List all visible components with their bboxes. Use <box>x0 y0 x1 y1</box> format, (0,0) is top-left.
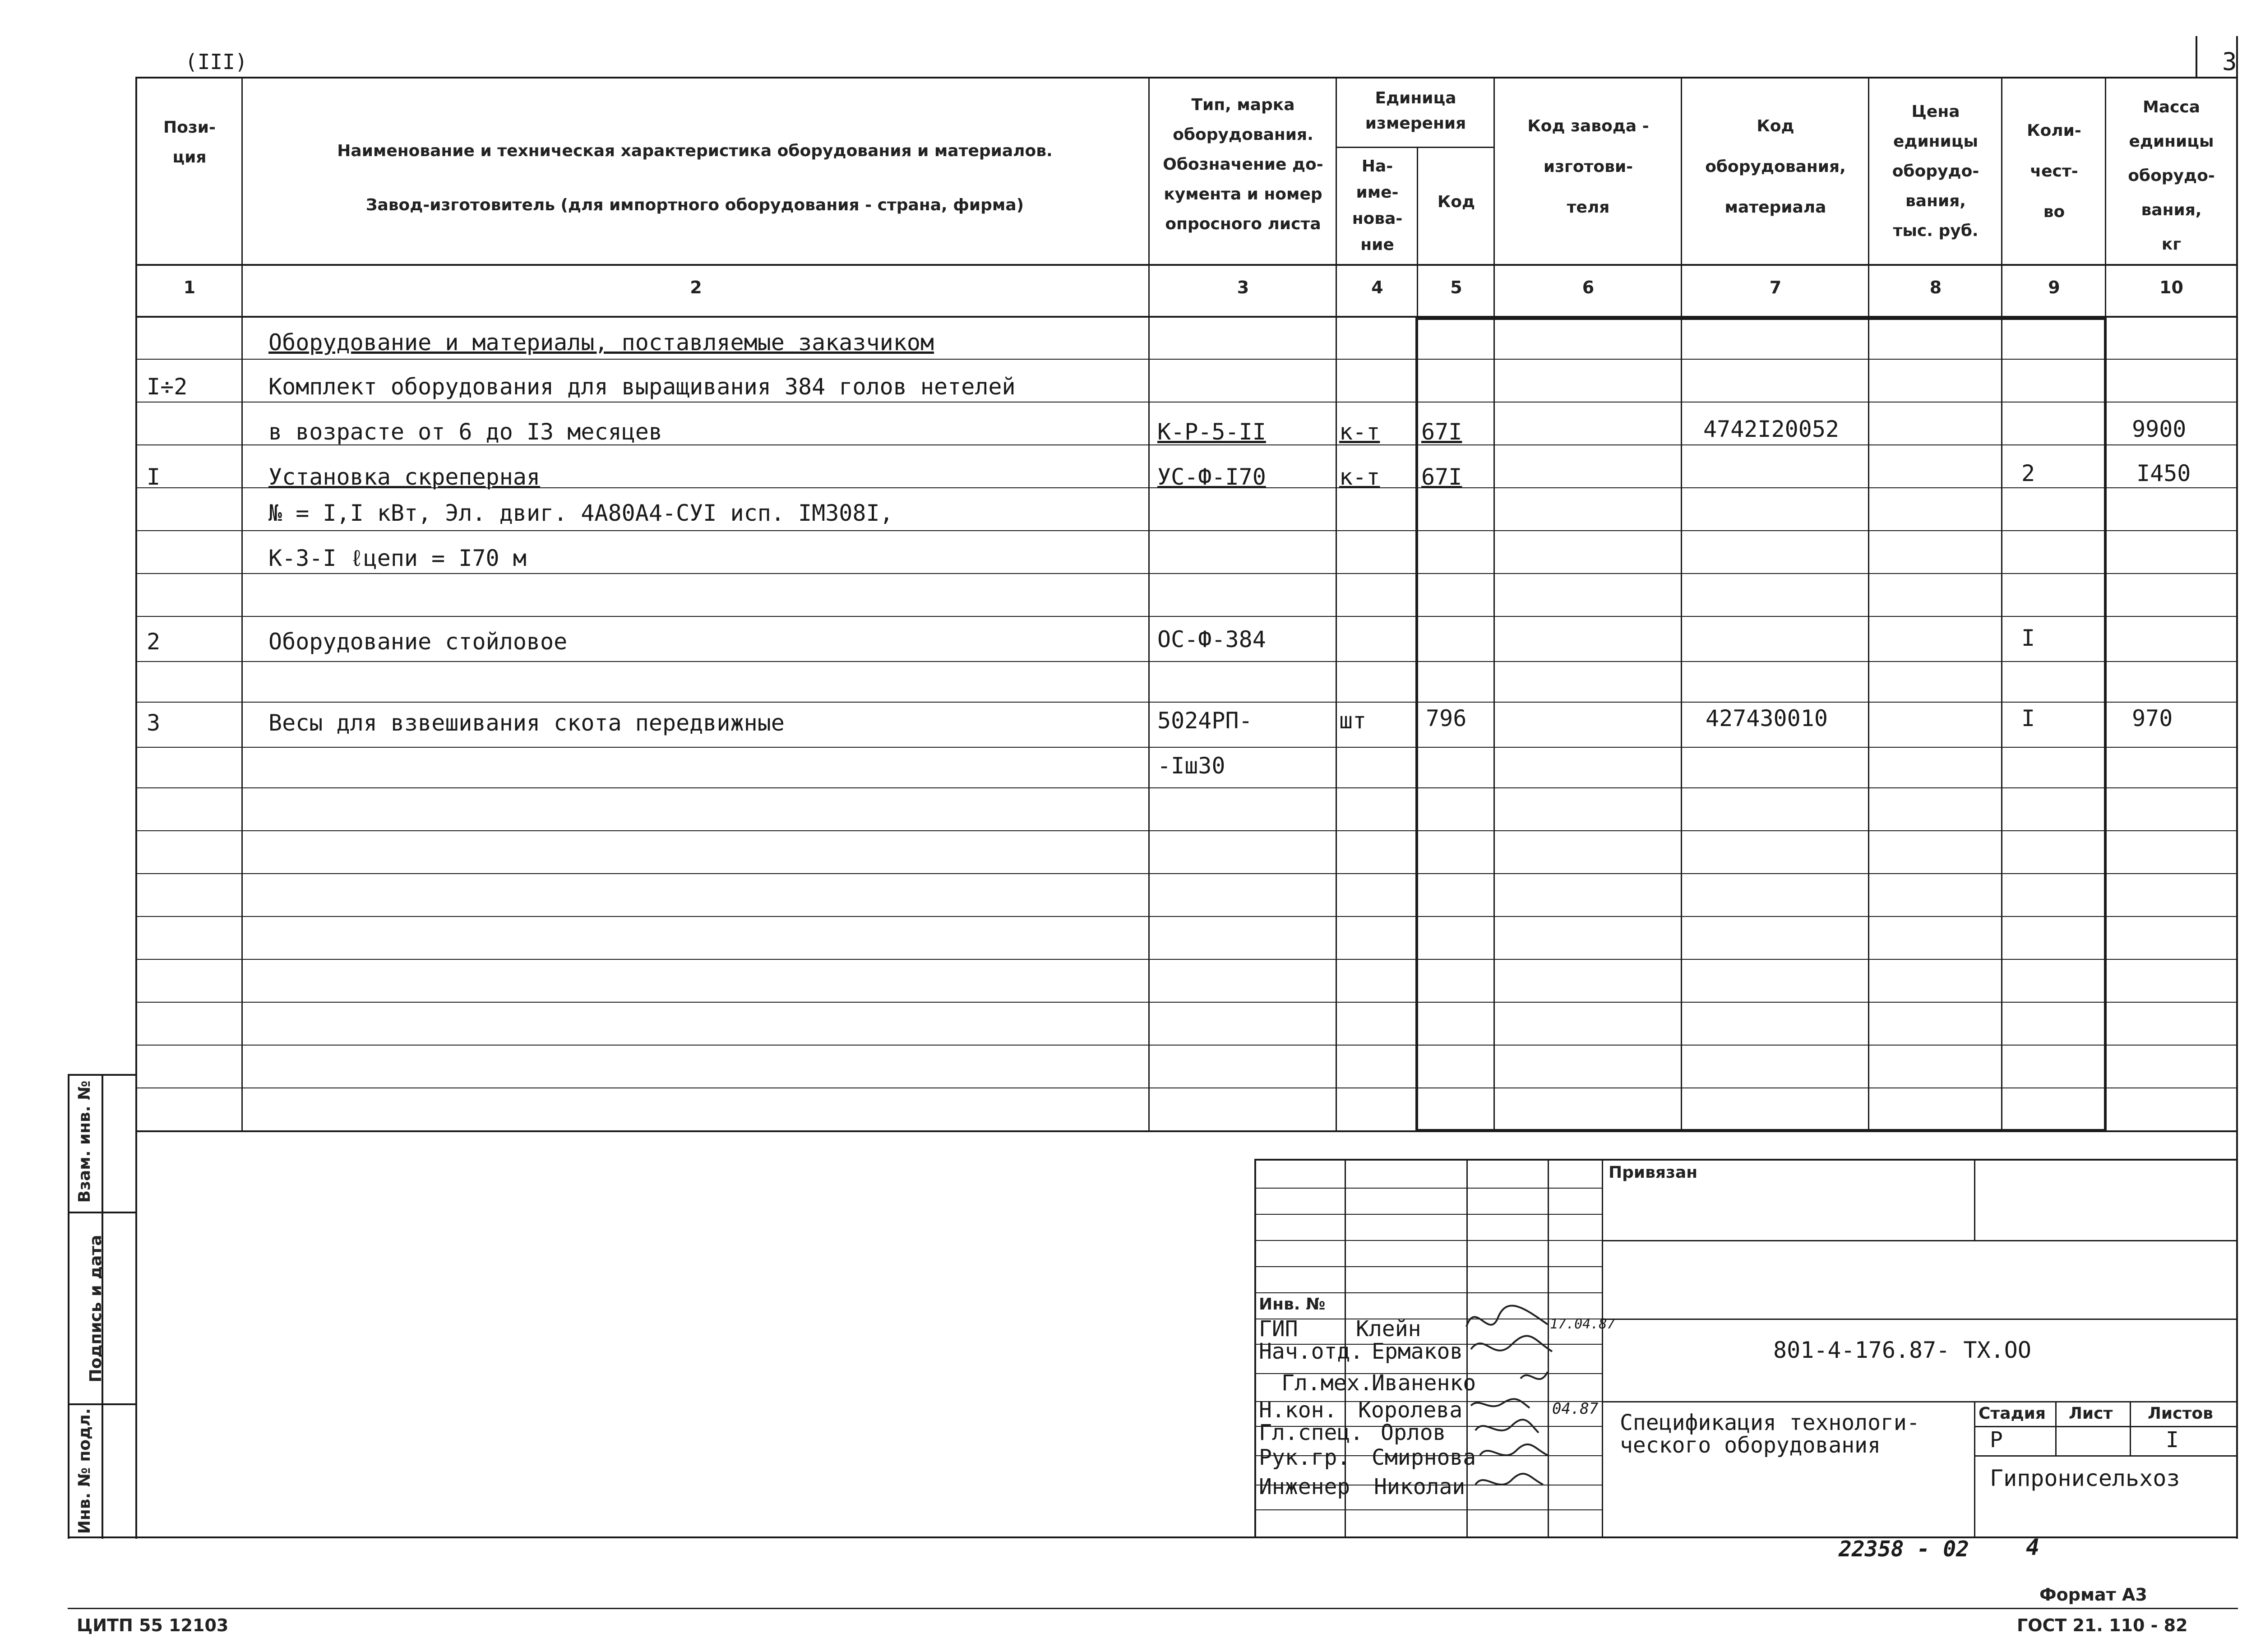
privyazan-label: Привязан <box>1609 1163 1698 1182</box>
colnum-8: 8 <box>1929 278 1942 297</box>
header-unit-name: На- име- нова- ние <box>1352 157 1403 254</box>
colnum-1: 1 <box>183 278 196 297</box>
row-10-type: -Iш30 <box>1157 753 1225 779</box>
row-line <box>135 402 2238 403</box>
tb-stage-h2 <box>1974 1455 2238 1457</box>
standard-label: ГОСТ 21. 110 - 82 <box>2017 1615 2188 1635</box>
row-3-code: 67I <box>1421 464 1462 490</box>
signature-klein <box>1466 1306 1548 1327</box>
title-block-row-line <box>1254 1292 1602 1293</box>
colnum-3: 3 <box>1237 278 1249 297</box>
row-7-type: ОС-Ф-384 <box>1157 626 1266 652</box>
row-line <box>135 1002 2238 1003</box>
frame-left <box>135 77 137 1539</box>
col-line-1 <box>241 77 243 1132</box>
row-3-mass: I450 <box>2136 460 2191 486</box>
tb-right-h3 <box>1602 1401 2238 1402</box>
person-0-name: Клейн <box>1356 1316 1421 1342</box>
person-6-name: Николаи <box>1374 1474 1465 1499</box>
header-type: Тип, марка оборудования. Обозначение до- кумента и номер опросного листа <box>1163 96 1323 233</box>
header-unit-group: Единица измерения <box>1365 89 1466 133</box>
row-9-mass: 970 <box>2132 705 2173 731</box>
title-block-row-line <box>1254 1214 1602 1215</box>
stage-label: Стадия <box>1979 1404 2046 1423</box>
row-line <box>135 1087 2238 1088</box>
person-2-name: Иваненко <box>1372 1370 1476 1396</box>
row-2-code: 67I <box>1421 419 1462 445</box>
handwritten-page: 4 <box>2026 1534 2040 1560</box>
header-qty: Коли- чест- во <box>2027 121 2081 221</box>
colnum-6: 6 <box>1582 278 1595 297</box>
tb-v4 <box>1602 1159 1603 1538</box>
col-line-8 <box>2001 77 2002 1132</box>
person-3-date: 04.87 <box>1552 1400 1599 1418</box>
row-3-qty: 2 <box>2021 460 2035 486</box>
side-label-replacement: Взам. инв. № <box>75 1080 94 1203</box>
sheets-value: I <box>2166 1427 2179 1453</box>
doc-title-line-1: Спецификация технологи- <box>1620 1410 1920 1435</box>
corner-mark: (III) <box>185 50 248 74</box>
person-1-role: Нач.отд. <box>1259 1339 1364 1364</box>
title-block-row-line <box>1254 1188 1602 1189</box>
row-line <box>135 702 2238 703</box>
row-4-name: № = I,I кВт, Эл. двиг. 4А80А4-СУI исп. IМ308I, <box>268 500 893 526</box>
tb-left <box>1254 1159 1256 1538</box>
format-label: Формат А3 <box>2039 1585 2147 1605</box>
colnum-4: 4 <box>1371 278 1383 297</box>
col-line-2 <box>1148 77 1150 1132</box>
tb-right-h1 <box>1602 1240 2238 1241</box>
page-number: 3 <box>2222 47 2237 76</box>
row-5-name: К-3-I ℓцепи = I70 м <box>268 545 527 571</box>
row-7-name: Оборудование стойловое <box>268 629 568 655</box>
col-line-3 <box>1336 77 1337 1132</box>
row-line <box>135 359 2238 360</box>
header-unit-code: Код <box>1437 193 1475 211</box>
bottom-rule <box>68 1608 2238 1609</box>
row-line <box>135 787 2238 788</box>
row-line <box>135 830 2238 831</box>
signatures-graphic <box>1457 1300 1566 1512</box>
row-line <box>135 1045 2238 1046</box>
colnum-7: 7 <box>1769 278 1782 297</box>
person-4-name: Орлов <box>1381 1420 1446 1445</box>
handwritten-number: 22358 - 02 <box>1839 1536 1969 1562</box>
person-3-role: Н.кон. <box>1259 1397 1337 1423</box>
side-strip-left <box>68 1074 69 1539</box>
inv-no-label: Инв. № <box>1259 1295 1326 1314</box>
tb-top <box>1254 1159 2238 1161</box>
row-line <box>135 916 2238 917</box>
row-3-type: УС-Ф-I70 <box>1157 464 1266 490</box>
row-3-pos: I <box>147 464 161 490</box>
person-4-role: Гл.спец. <box>1259 1420 1364 1445</box>
person-3-name: Королева <box>1358 1397 1463 1423</box>
row-line <box>135 530 2238 531</box>
side-label-signature: Подпись и дата <box>87 1235 105 1383</box>
tb-stage-v2 <box>2130 1401 2131 1455</box>
doc-code: 801-4-176.87- ТХ.ОО <box>1773 1337 2031 1363</box>
section-heading: Оборудование и материалы, поставляемые заказчиком <box>268 329 934 356</box>
side-strip-div-1 <box>68 1212 137 1213</box>
row-line <box>135 573 2238 574</box>
person-5-role: Рук.гр. <box>1259 1445 1350 1470</box>
row-2-equip: 4742I20052 <box>1703 416 1840 442</box>
row-line <box>135 661 2238 662</box>
row-9-equip: 427430010 <box>1706 705 1828 731</box>
col-line-5 <box>1493 77 1495 1132</box>
row-3-unit: к-т <box>1339 464 1380 490</box>
colnum-10: 10 <box>2159 278 2183 297</box>
row-7-pos: 2 <box>147 629 161 655</box>
side-label-inventory: Инв. № подл. <box>75 1408 94 1534</box>
doc-title-line-2: ческого оборудования <box>1620 1433 1881 1458</box>
person-0-role: ГИП <box>1259 1316 1298 1342</box>
person-0-date: 17.04.87 <box>1550 1316 1615 1332</box>
page-number-box-left <box>2196 36 2197 78</box>
bold-box-left <box>1415 317 1418 1132</box>
title-block-row-line <box>1254 1240 1602 1241</box>
row-1-pos: I÷2 <box>147 374 188 400</box>
colnum-2: 2 <box>690 278 702 297</box>
signature-orlov <box>1475 1420 1539 1433</box>
row-2-mass: 9900 <box>2132 416 2187 442</box>
header-bottom-line <box>135 264 2238 266</box>
row-2-type: К-Р-5-II <box>1157 419 1266 445</box>
header-equip-code: Код оборудования, материала <box>1705 117 1846 217</box>
signature-koroleva <box>1471 1399 1530 1408</box>
sheets-label: Листов <box>2148 1404 2213 1423</box>
row-line <box>135 747 2238 748</box>
tb-stage-v1 <box>2055 1401 2057 1455</box>
col-line-6 <box>1681 77 1682 1132</box>
row-9-code: 796 <box>1426 705 1467 731</box>
colnum-5: 5 <box>1450 278 1462 297</box>
bold-box-bottom <box>1417 1129 2106 1132</box>
bold-box-right <box>2104 317 2107 1132</box>
tb-right-h2 <box>1602 1319 2238 1320</box>
header-maker-code: Код завода - изготови- теля <box>1527 117 1649 217</box>
person-2-role: Гл.мех. <box>1281 1370 1373 1396</box>
header-mass: Масса единицы оборудо- вания, кг <box>2128 98 2215 254</box>
signature-nikolai <box>1475 1474 1543 1485</box>
signature-smirnova <box>1480 1444 1548 1455</box>
row-2-name: в возрасте от 6 до I3 месяцев <box>268 419 662 445</box>
unit-group-divider <box>1336 147 1493 148</box>
row-line <box>135 959 2238 960</box>
signature-ivanenko <box>1521 1372 1548 1379</box>
row-3-name: Установка скреперная <box>268 464 541 490</box>
organization: Гипронисельхоз <box>1990 1465 2180 1491</box>
header-position: Пози- ция <box>163 118 216 167</box>
publisher-label: ЦИТП 55 12103 <box>77 1615 229 1635</box>
row-9-pos: 3 <box>147 710 161 736</box>
person-5-name: Смирнова <box>1372 1445 1476 1470</box>
row-1-name: Комплект оборудования для выращивания 384 голов нетелей <box>268 374 1016 400</box>
tb-stage-h1 <box>1974 1426 2238 1427</box>
row-9-unit: шт <box>1339 708 1367 734</box>
signature-ermakov <box>1471 1336 1552 1351</box>
tb-privyazan-div <box>1974 1159 1975 1240</box>
colnum-9: 9 <box>2048 278 2060 297</box>
row-2-unit: к-т <box>1339 419 1380 445</box>
bold-box-top <box>1417 317 2106 320</box>
col-line-7 <box>1868 77 1869 1132</box>
header-name: Наименование и техническая характеристика оборудования и материалов. Завод-изготовитель (для импортного оборудования - страна, фирма) <box>337 142 1053 214</box>
row-line <box>135 616 2238 617</box>
row-7-qty: I <box>2021 625 2035 651</box>
frame-top <box>135 77 2238 79</box>
person-1-name: Ермаков <box>1372 1339 1463 1364</box>
row-9-name: Весы для взвешивания скота передвижные <box>268 710 785 736</box>
header-price: Цена единицы оборудо- вания, тыс. руб. <box>1892 102 1979 240</box>
stage-value: Р <box>1990 1427 2003 1453</box>
row-9-qty: I <box>2021 705 2035 731</box>
title-block-row-line <box>1254 1266 1602 1267</box>
sheet-label: Лист <box>2069 1404 2113 1423</box>
person-6-role: Инженер <box>1259 1474 1350 1499</box>
tb-stage-div <box>1974 1401 1975 1538</box>
row-9-type: 5024РП- <box>1157 708 1253 734</box>
row-line <box>135 873 2238 874</box>
